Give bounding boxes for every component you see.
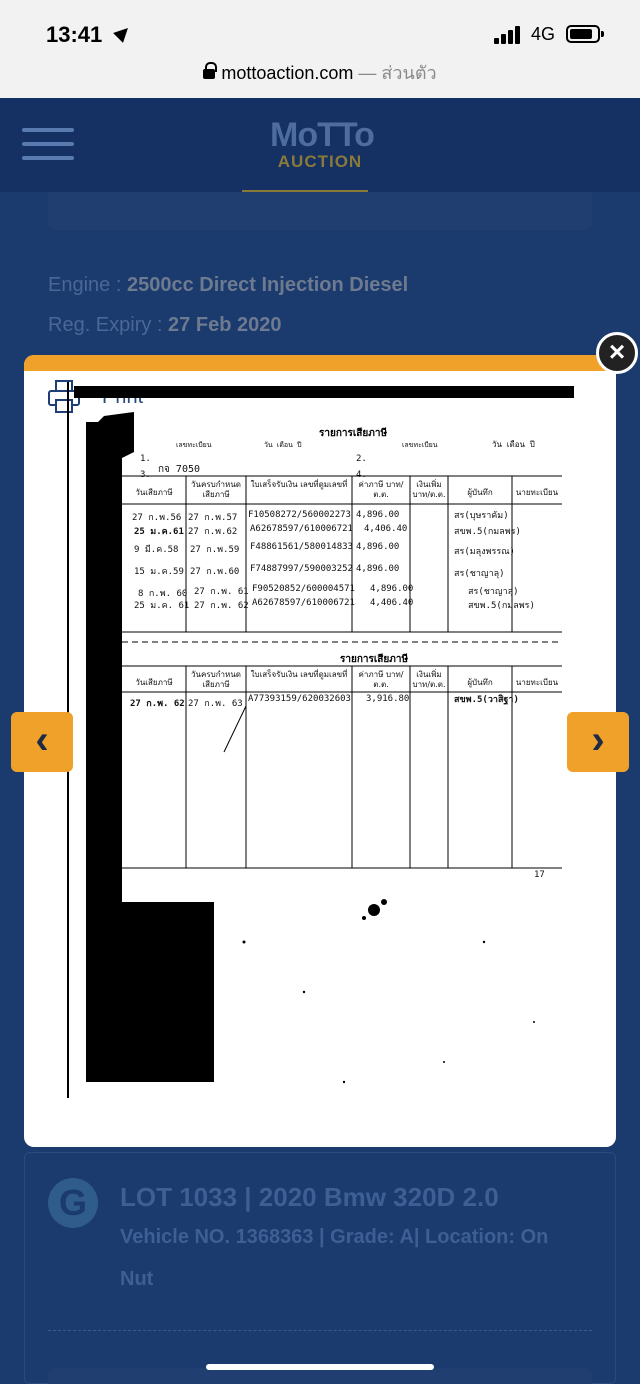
url-domain: mottoaction.com <box>221 63 354 83</box>
col-header: นายทะเบียน <box>515 678 559 687</box>
clock: 13:41 <box>46 22 103 47</box>
signal-icon <box>494 26 524 44</box>
cell-due: 27 ก.พ.62 <box>188 527 238 537</box>
col-header: ค่าภาษี บาท/ต.ต. <box>358 670 404 689</box>
cell-paid: 15 ม.ค.59 <box>134 567 184 577</box>
scanned-tax-document <box>64 382 574 1102</box>
cell-recorder: สร(บุษราคัม) <box>454 511 509 521</box>
grade-badge: G <box>48 1178 98 1228</box>
col-header: ผู้บันทึก <box>467 488 493 497</box>
cell-receipt: F90520852/600004571 <box>252 584 355 594</box>
col-header: ค่าภาษี บาท/ต.ต. <box>358 480 404 499</box>
logo-sub-text: AUCTION <box>277 152 363 171</box>
doc-plate: กจ 7050 <box>158 464 201 475</box>
cell-receipt: A62678597/610006721 <box>252 598 355 608</box>
col-header: นายทะเบียน <box>515 488 559 497</box>
doc-header-left-date: วัน เดือน ปี <box>264 441 302 449</box>
col-header: วันเสียภาษี <box>135 678 173 687</box>
col-header: เงินเพิ่ม บาท/ต.ต. <box>412 480 446 499</box>
cell-receipt: F10508272/560002273 <box>248 510 351 520</box>
cell-due: 27 ก.พ. 62 <box>194 601 249 611</box>
spec-reg-expiry <box>48 314 281 337</box>
col-header: วันครบกำหนด เสียภาษี <box>191 670 241 689</box>
col-header: วันเสียภาษี <box>135 488 173 497</box>
cell-paid: 25 ม.ค.61 <box>134 527 184 537</box>
cell-tax: 4,896.00 <box>356 510 400 520</box>
doc-number: 2. <box>356 454 367 464</box>
doc-title-top: รายการเสียภาษี <box>319 428 388 439</box>
cell-paid: 25 ม.ค. 61 <box>134 601 190 611</box>
col-header: ผู้บันทึก <box>467 678 493 687</box>
prev-image-button[interactable]: ‹ <box>11 712 73 772</box>
doc-number: 1. <box>140 454 151 464</box>
doc-page-number: 17 <box>534 870 545 880</box>
cell-recorder: สขพ.5(กมลพร) <box>468 601 535 611</box>
battery-icon <box>566 25 600 43</box>
close-button[interactable]: × <box>596 332 638 374</box>
cell-receipt: A77393159/620032603 <box>248 694 351 704</box>
cell-receipt: A62678597/610006721 <box>250 524 353 534</box>
lot-details-continued: Nut <box>120 1268 154 1290</box>
modal-accent-bar <box>24 355 616 371</box>
cell-paid: 8 ก.พ. 60 <box>138 589 188 599</box>
cell-tax: 4,406.40 <box>370 598 414 608</box>
status-bar <box>0 0 640 56</box>
cell-recorder: สขพ.5(วาสิฐา) <box>454 695 519 705</box>
cell-paid: 27 ก.พ.56 <box>132 513 182 523</box>
vehicle-image-strip <box>48 192 592 230</box>
doc-title-bottom: รายการเสียภาษี <box>340 654 409 665</box>
divider <box>48 1330 592 1331</box>
next-lot-card <box>48 1368 592 1384</box>
cell-tax: 4,896.00 <box>356 564 400 574</box>
cell-tax: 4,896.00 <box>356 542 400 552</box>
cell-due: 27 ก.พ. 63 <box>188 699 243 709</box>
cell-receipt: F74887997/590003252 <box>250 564 353 574</box>
location-arrow-icon <box>113 23 133 43</box>
logo-main-text: MoTTo <box>270 116 374 154</box>
lock-icon <box>203 69 215 79</box>
url-private-label: — ส่วนตัว <box>353 63 437 83</box>
cell-due: 27 ก.พ.57 <box>188 513 238 523</box>
address-bar[interactable] <box>0 56 640 98</box>
cell-recorder: สร(มลุงพรรณ) <box>454 547 515 557</box>
cell-due: 27 ก.พ. 61 <box>194 587 249 597</box>
network-type: 4G <box>531 24 556 44</box>
cell-paid: 9 มี.ค.58 <box>134 545 179 555</box>
cell-recorder: สร(ชาญาลุ) <box>468 587 519 597</box>
lot-title[interactable]: LOT 1033 | 2020 Bmw 320D 2.0 <box>120 1182 499 1212</box>
home-indicator[interactable] <box>206 1364 434 1370</box>
col-header: ใบเสร็จรับเงิน เลขที่ดูมเลขที่ <box>250 480 348 489</box>
lot-details: Vehicle NO. 1368363 | Grade: A| Location: On <box>120 1226 549 1248</box>
cell-paid: 27 ก.พ. 62 <box>130 699 185 709</box>
cell-tax: 3,916.80 <box>366 694 410 704</box>
doc-header-left: เลขทะเบียน <box>176 441 212 449</box>
menu-icon[interactable] <box>22 128 74 162</box>
doc-number: 4. <box>356 470 367 480</box>
cell-recorder: สร(ชาญาลุ) <box>454 569 505 579</box>
spec-label: Reg. Expiry : <box>48 314 169 336</box>
cell-due: 27 ก.พ.59 <box>190 545 240 555</box>
spec-value: 27 Feb 2020 <box>168 314 282 336</box>
spec-value: 2500cc Direct Injection Diesel <box>126 274 409 296</box>
doc-header-right-date: วัน เดือน ปี <box>492 440 535 449</box>
cell-tax: 4,406.40 <box>364 524 408 534</box>
col-header: วันครบกำหนด เสียภาษี <box>191 480 241 499</box>
cell-tax: 4,896.00 <box>370 584 414 594</box>
cell-recorder: สขพ.5(กมลพร) <box>454 527 521 537</box>
cell-due: 27 ก.พ.60 <box>190 567 240 577</box>
doc-header-right: เลขทะเบียน <box>402 441 438 449</box>
spec-engine <box>48 274 408 297</box>
col-header: เงินเพิ่ม บาท/ต.ต. <box>412 670 446 689</box>
cell-receipt: F48861561/580014833 <box>250 542 353 552</box>
next-image-button[interactable]: › <box>567 712 629 772</box>
spec-label: Engine : <box>48 274 127 296</box>
col-header: ใบเสร็จรับเงิน เลขที่ดูมเลขที่ <box>250 670 348 679</box>
doc-number: 3. <box>140 470 151 480</box>
site-logo[interactable] <box>270 116 374 172</box>
